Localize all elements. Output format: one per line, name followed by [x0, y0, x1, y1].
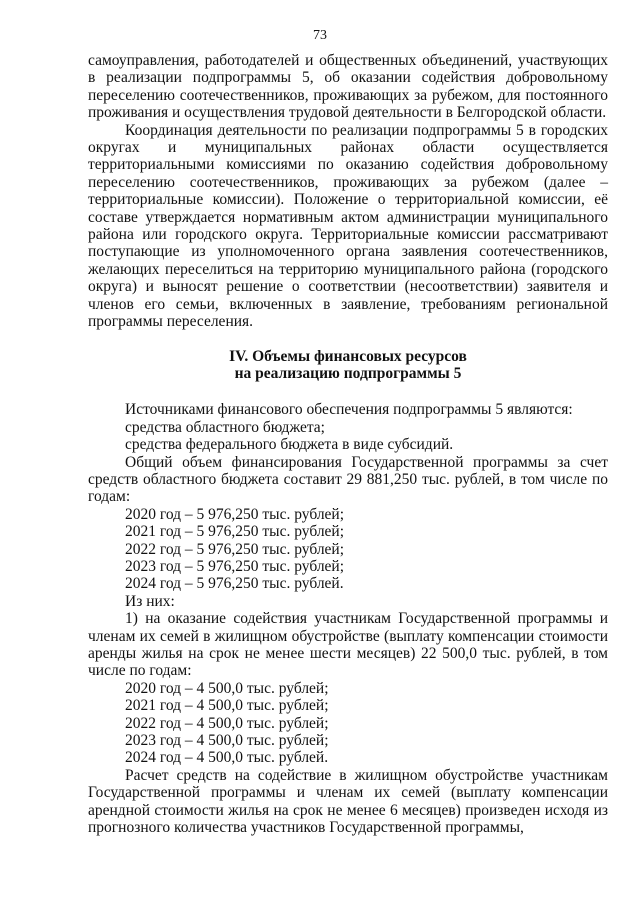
- calculation-paragraph: Расчет средств на содействие в жилищном обустройстве участникам Государственной программы и членам их семей (выплату компенсации арендной стоимости жилья на срок не менее 6 месяцев) произведен исходя из прогнозного количества участников Государственной программы,: [88, 766, 608, 837]
- section-heading-line2: на реализацию подпрограммы 5: [234, 364, 462, 382]
- source-item: средства областного бюджета;: [125, 418, 325, 436]
- year-line: 2021 год – 5 976,250 тыс. рублей;: [125, 523, 345, 541]
- year-line: 2022 год – 5 976,250 тыс. рублей;: [125, 540, 345, 558]
- section-heading-line1: IV. Объемы финансовых ресурсов: [229, 347, 467, 365]
- year-line: 2020 год – 4 500,0 тыс. рублей;: [125, 679, 329, 697]
- year-line: 2020 год – 5 976,250 тыс. рублей;: [125, 505, 345, 523]
- year-line: 2024 год – 5 976,250 тыс. рублей.: [125, 575, 344, 593]
- of-which-label: Из них:: [125, 592, 175, 610]
- page-number: 73: [313, 28, 327, 43]
- total-financing-paragraph: Общий объем финансирования Государственной программы за счет средств областного бюджета составит 29 881,250 тыс. рублей, в том числе по годам:: [88, 453, 608, 506]
- year-line: 2023 год – 5 976,250 тыс. рублей;: [125, 557, 345, 575]
- year-line: 2023 год – 4 500,0 тыс. рублей;: [125, 732, 329, 750]
- year-line: 2021 год – 4 500,0 тыс. рублей;: [125, 697, 329, 715]
- document-body: [88, 52, 608, 836]
- paragraph-coordination: Координация деятельности по реализации подпрограммы 5 в городских округах и муниципальных районах области осуществляется территориальными комиссиями по оказанию содействия добровольному переселению соотечественников, проживающих за рубежом (далее – территориальные комиссии). Положение о территориальной комиссии, её составе утверждается нормативным актом администрации муниципального района или городского округа. Территориальные комиссии рассматривают поступающие из уполномоченного органа заявления соотечественников, желающих переселиться на территорию муниципального района (городского округа) и выносят решение о соответствии (несоответствии) заявителя и членов его семьи, включенных в заявление, требованиям региональной программы переселения.: [88, 121, 608, 331]
- item1-paragraph: 1) на оказание содействия участникам Государственной программы и членам их семей в жилищном обустройстве (выплату компенсации стоимости аренды жилья на срок не менее шести месяцев) 22 500,0 тыс. рублей, в том числе по годам:: [88, 610, 608, 680]
- year-line: 2022 год – 4 500,0 тыс. рублей;: [125, 714, 329, 732]
- year-line: 2024 год – 4 500,0 тыс. рублей.: [125, 749, 329, 767]
- source-item: средства федерального бюджета в виде субсидий.: [125, 436, 454, 454]
- paragraph-continuation: самоуправления, работодателей и общественных объединений, участвующих в реализации подпрограммы 5, об оказании содействия добровольному переселению соотечественников, проживающих за рубежом, для постоянного проживания и осуществления трудовой деятельности в Белгородской области.: [88, 52, 608, 122]
- sources-intro: Источниками финансового обеспечения подпрограммы 5 являются:: [125, 401, 573, 419]
